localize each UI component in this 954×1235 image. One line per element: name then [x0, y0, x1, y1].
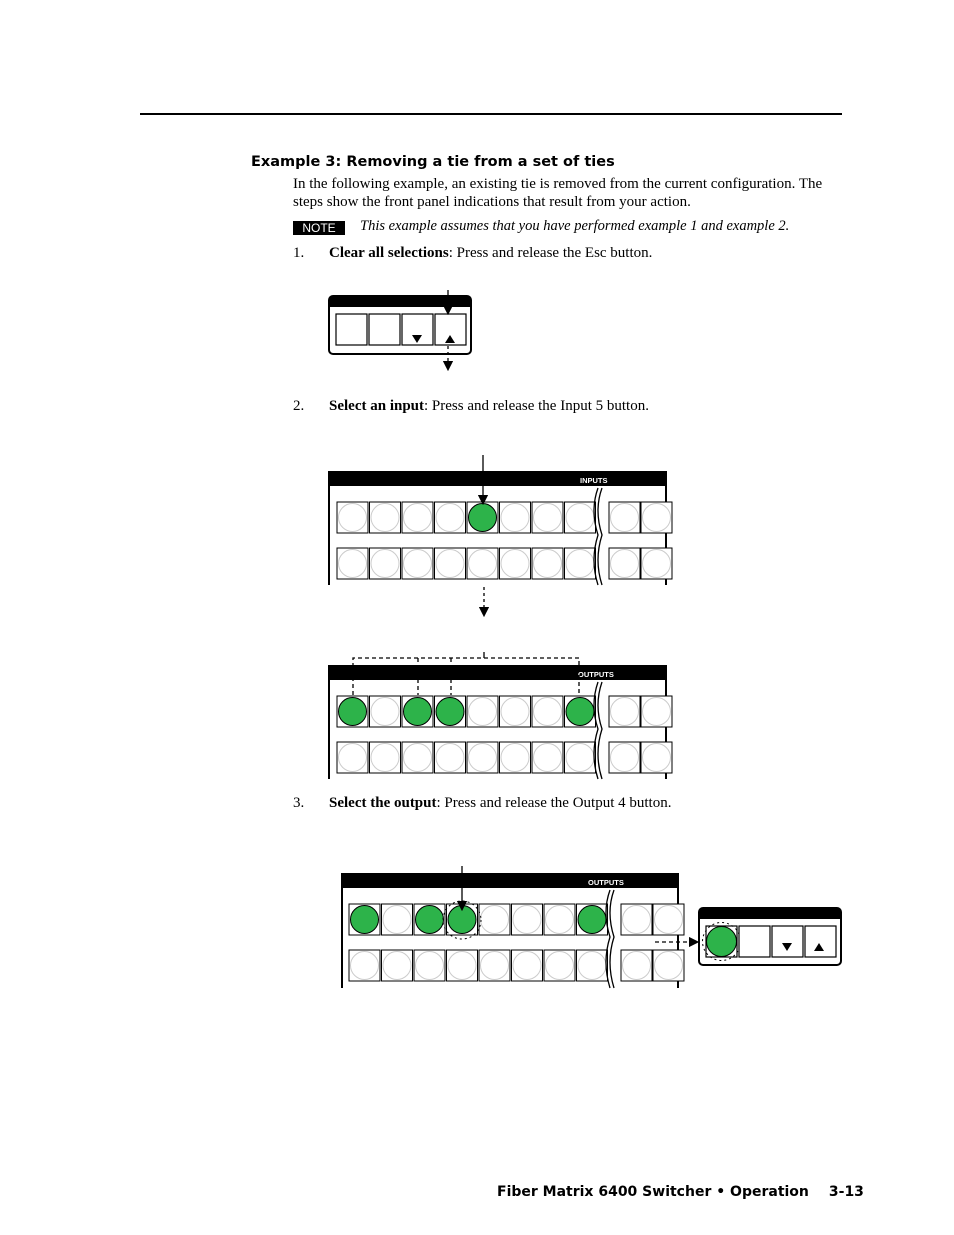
output-indicator — [546, 952, 574, 980]
page-footer — [497, 1184, 864, 1200]
inputs-panel — [329, 455, 672, 612]
output-indicator — [371, 744, 399, 772]
step-1: 1. Clear all selections: Press and release the Esc button. — [293, 245, 653, 261]
output-indicator — [339, 744, 367, 772]
output-indicator — [546, 906, 574, 934]
step-2-number: 2 — [293, 398, 301, 414]
output-indicator — [643, 698, 671, 726]
output-indicator — [566, 744, 594, 772]
output-indicator — [416, 952, 444, 980]
output-indicator — [383, 952, 411, 980]
output-lit-indicator — [351, 906, 379, 934]
output-lit-indicator — [416, 906, 444, 934]
output-indicator — [611, 698, 639, 726]
input-indicator — [404, 504, 432, 532]
step-1-text: : Press and release the Esc button. — [448, 245, 653, 261]
output-indicator — [623, 952, 651, 980]
input-indicator — [371, 550, 399, 578]
input-indicator — [501, 504, 529, 532]
output-indicator — [611, 744, 639, 772]
step-3-number: 3 — [293, 795, 301, 811]
step-2-title: Select an input — [329, 398, 425, 414]
enter-lit-button — [707, 927, 737, 957]
outputs-panel-step3 — [342, 866, 684, 988]
input-indicator — [534, 504, 562, 532]
step-3-title: Select the output — [329, 795, 437, 811]
input-indicator — [566, 504, 594, 532]
outputs-panel-label: OUTPUTS — [578, 670, 614, 679]
output-lit-indicator — [578, 906, 606, 934]
output-indicator — [404, 744, 432, 772]
output-indicator — [534, 744, 562, 772]
output-indicator — [469, 744, 497, 772]
input-indicator — [339, 504, 367, 532]
input-indicator — [643, 504, 671, 532]
outputs-panel-label-step3: OUTPUTS — [588, 878, 624, 887]
output-indicator — [578, 952, 606, 980]
output-indicator — [501, 698, 529, 726]
input-indicator — [371, 504, 399, 532]
output-indicator — [481, 906, 509, 934]
input-lit-indicator — [469, 504, 497, 532]
output-indicator — [655, 952, 683, 980]
step-3-text: : Press and release the Output 4 button. — [436, 795, 672, 811]
input-indicator — [339, 550, 367, 578]
output-indicator — [643, 744, 671, 772]
output-indicator — [534, 698, 562, 726]
output-indicator — [436, 744, 464, 772]
input-indicator — [611, 550, 639, 578]
step-1-number: 1 — [293, 245, 301, 261]
output-indicator — [448, 952, 476, 980]
output-indicator — [655, 906, 683, 934]
output-indicator — [351, 952, 379, 980]
output-indicator — [513, 906, 541, 934]
note-badge: NOTE — [293, 221, 345, 235]
page-number: 3-13 — [828, 1184, 864, 1200]
output-indicator — [371, 698, 399, 726]
output-indicator — [481, 952, 509, 980]
input-indicator — [436, 504, 464, 532]
section-heading: Example 3: Removing a tie from a set of ties — [251, 154, 615, 170]
input-indicator — [611, 504, 639, 532]
footer-title: Fiber Matrix 6400 Switcher • Operation — [497, 1184, 809, 1200]
output-indicator — [469, 698, 497, 726]
outputs-panel-step2 — [329, 652, 672, 779]
step-2-text: : Press and release the Input 5 button. — [424, 398, 649, 414]
control-panel-step1 — [329, 290, 471, 366]
output-lit-indicator — [448, 906, 476, 934]
output-indicator — [623, 906, 651, 934]
step-2: 2. Select an input: Press and release the Input 5 button. — [293, 398, 649, 414]
input-indicator — [501, 550, 529, 578]
note-text: This example assumes that you have performed example 1 and example 2. — [360, 218, 790, 234]
step-1-title: Clear all selections — [329, 245, 449, 261]
input-indicator — [469, 550, 497, 578]
output-lit-indicator — [339, 698, 367, 726]
output-indicator — [383, 906, 411, 934]
output-indicator — [501, 744, 529, 772]
input-indicator — [404, 550, 432, 578]
inputs-panel-label: INPUTS — [580, 476, 608, 485]
intro-paragraph: In the following example, an existing tie is removed from the current configuration. The steps show the front panel indications that result from your action. — [293, 176, 823, 210]
input-indicator — [436, 550, 464, 578]
input-indicator — [566, 550, 594, 578]
step-3: 3. Select the output: Press and release the Output 4 button. — [293, 795, 672, 811]
input-indicator — [643, 550, 671, 578]
output-lit-indicator — [566, 698, 594, 726]
output-indicator — [513, 952, 541, 980]
output-lit-indicator — [436, 698, 464, 726]
input-indicator — [534, 550, 562, 578]
output-lit-indicator — [404, 698, 432, 726]
